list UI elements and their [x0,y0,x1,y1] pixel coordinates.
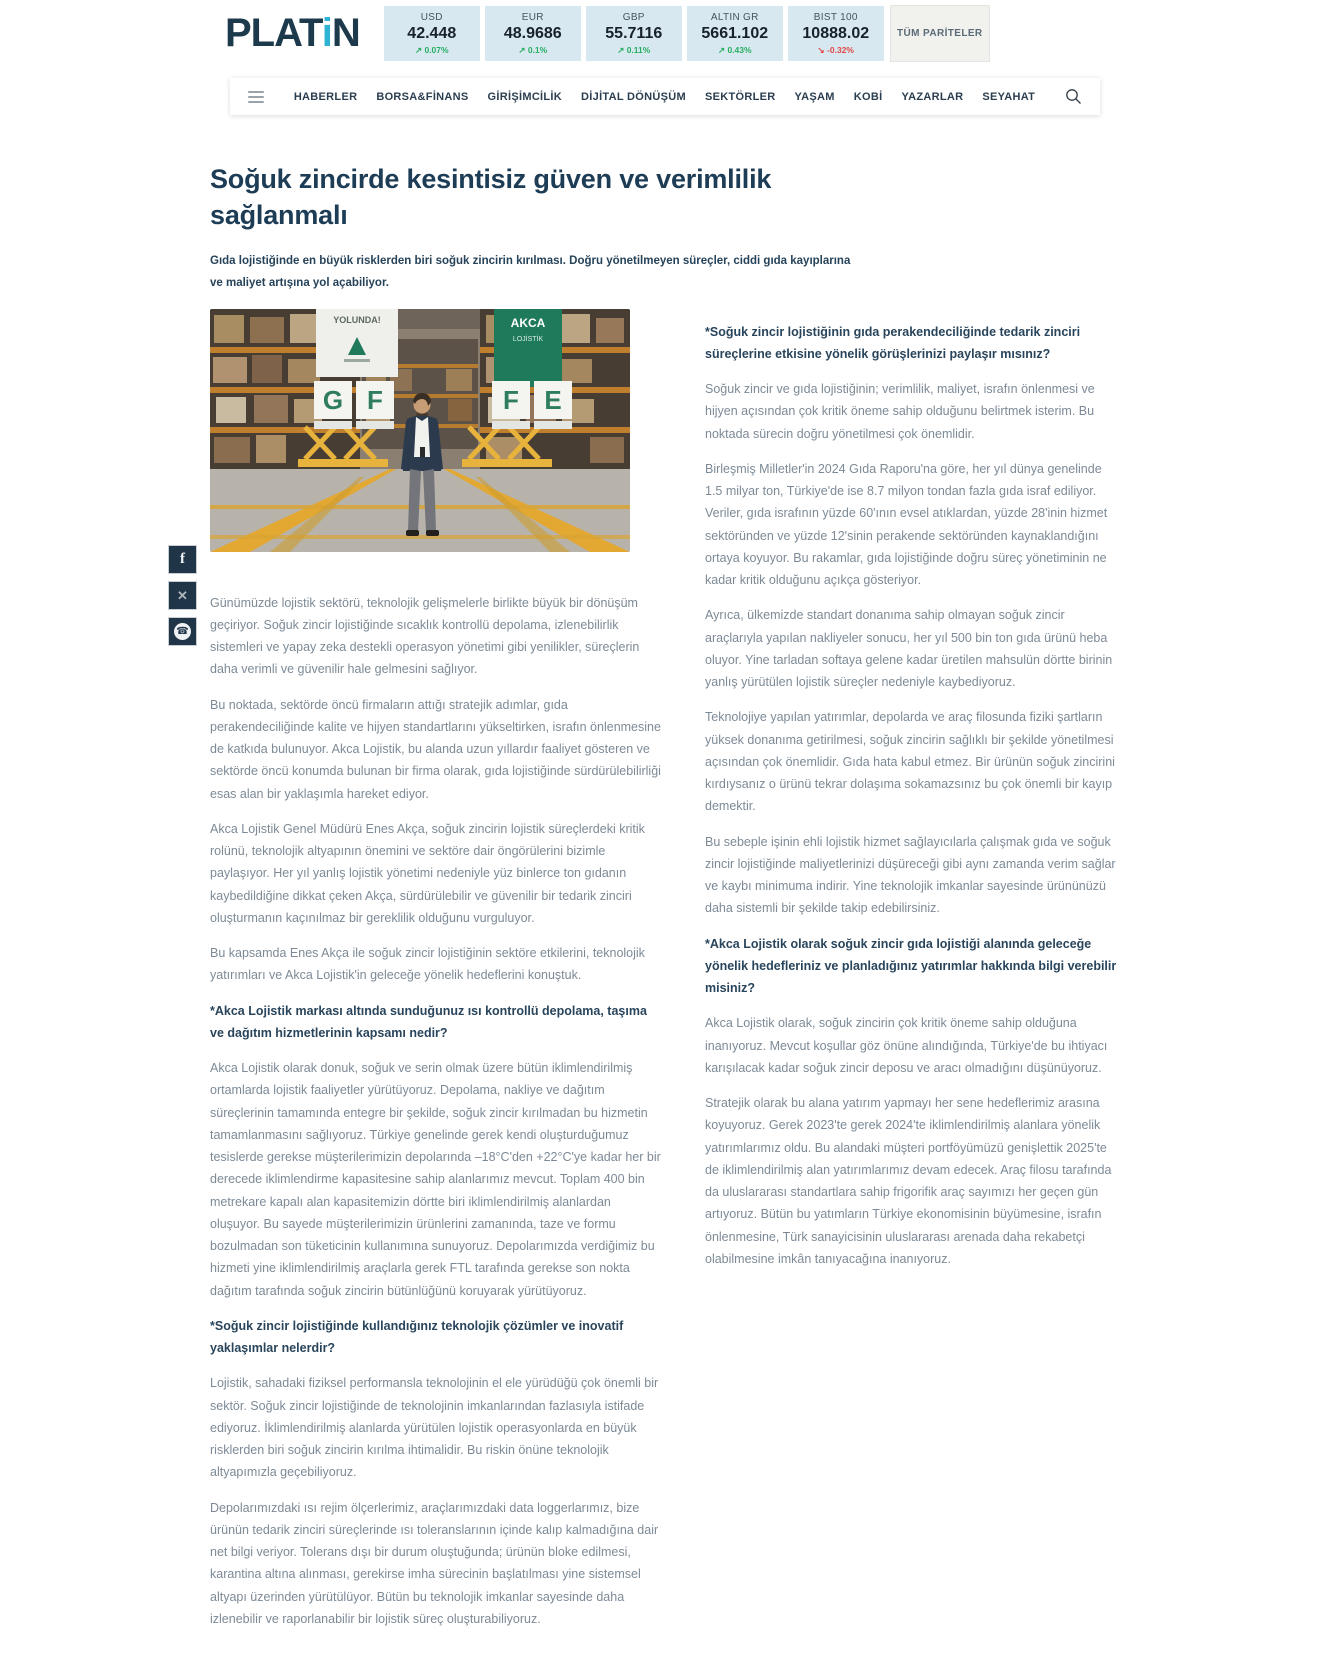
article-paragraph: Bu kapsamda Enes Akça ile soğuk zincir lojistiğinin sektöre etkilerini, teknolojik yatırımları ve Akca Lojistik'in geleceğe yönelik hedeflerini konuştuk. [210,946,645,983]
nav-item[interactable]: SEYAHAT [982,90,1036,103]
ticker-label: GBP [622,11,645,23]
article-subtitle: Gıda lojistiğinde en büyük risklerden biri soğuk zincirin kırılması. Doğru yönetilmeyen süreçler, ciddi gıda kayıplarına ve maliyet artışına yol açabiliyor. [210,254,851,289]
ticker-value: 5661.102 [701,24,769,42]
ticker-change-pct: 0.43% [727,44,752,55]
trend-arrow-icon: ↘ [817,44,825,55]
main-navbar [230,78,1100,115]
logo-accent-i: i [321,11,332,55]
site-logo[interactable] [225,11,360,56]
logo-text-end: N [331,11,360,55]
article-paragraph: Stratejik olarak bu alana yatırım yapmayı her sene hedeflerimiz arasına koyuyoruz. Gerek 2023'te gerek 2024'te iklimlendirilmiş alanlara yönelik yatırımlarımız oldu. Bu alandaki müşteri portföyümüzü genişlettik 2025'te de iklimlendirilmiş alan yatırımlarımız devam edecek. Araç filosu tarafında da uluslararası standartlara sahip frigorifik araç sayımızı her geçen gün artıyoruz. Bütün bu yatımların Türkiye ekonomisinin büyümesine, israfın önlenmesine, Türk sanayicisinin uluslararası arenada daha rekabetçi olabilmesine imkân tanıyacağına inanıyoruz. [705,1096,1112,1266]
banner-akca-line2: LOJİSTİK [512,335,544,343]
ticker-label: ALTIN GR [710,11,759,23]
article-left-column [210,309,662,1644]
ticker-value: 55.7116 [605,24,663,42]
ticker-item[interactable] [485,6,581,61]
article-paragraph: Soğuk zincir ve gıda lojistiğinin; verimlilik, maliyet, israfın önlenmesi ve hijyen açısından çok kritik öneme sahip olduğunu belirtmek isterim. Bu noktada sürecin doğru yönetilmesi çok önemlidir. [705,382,1095,441]
article-paragraph: *Akca Lojistik olarak soğuk zincir gıda lojistiği alanında geleceğe yönelik hedefleriniz ve planladığınız yatırımlar hakkında bilgi verebilir misiniz? [705,936,1117,996]
all-parities-button[interactable]: TÜM PARİTELER [890,5,990,62]
ticker-change-pct: 0.07% [424,44,449,55]
top-header [225,0,1105,62]
banner-akca-line1: AKCA [510,315,546,330]
ticker-change [415,45,449,56]
ticker-item[interactable] [384,6,480,61]
nav-item[interactable]: YAŞAM [794,90,835,103]
trend-arrow-icon: ↗ [414,44,423,55]
article-paragraph: Birleşmiş Milletler'in 2024 Gıda Raporu'na göre, her yıl dünya genelinde 1.5 milyar ton, Türkiye'de ise 8.7 milyon tondan fazla gıda israf ediliyor. Veriler, gıda israfının yüzde 60'ının evsel atıklardan, yüzde 28'inin hizmet sektöründen ve yüzde 12'sinin perakende sektöründen kaynaklandığını ortaya koyuyor. Bu rakamlar, gıda lojistiğinde doğru süreç yönetiminin ne kadar kritik olduğunu açıkça gösteriyor. [705,461,1108,588]
ticker-item[interactable] [687,6,783,61]
ticker-label: USD [420,11,443,23]
search-icon[interactable] [1065,88,1082,105]
nav-item[interactable]: SEKTÖRLER [704,90,776,103]
ticker-item[interactable] [586,6,682,61]
article-title: Soğuk zincirde kesintisiz güven ve verimlilik sağlanmalı [210,164,772,231]
ticker-strip [384,6,884,61]
rack-letter-g: G [322,384,344,415]
ticker-change [617,45,650,56]
ticker-change-pct: -0.32% [827,44,854,55]
article-paragraph: Depolarımızdaki ısı rejim ölçerlerimiz, araçlarımızdaki data loggerlarımız, bize ürünün tedarik zinciri süreçlerinde ısı toleranslarının içinde kalıp kalmadığına dair net bilgi veriyor. Tolerans dışı bir durum oluştuğunda; ürünün bloke edilmesi, karantina altına alınması, gerekirse imha sürecinin başlatılması yine sistemsel altyapı üzerinden yürütülüyor. Bütün bu teknolojik imkanlar sayesinde daha izlenebilir ve raporlanabilir bir lojistik süreç oluşturabiliyoruz. [210,1500,659,1626]
social-share-bar [168,545,197,646]
rack-letter-f: F [367,384,383,415]
article-right-text [705,321,1120,1271]
article-paragraph: Ayrıca, ülkemizde standart donanıma sahip olmayan soğuk zincir araçlarıyla yapılan nakliyeler sonucu, her yıl 500 bin ton gıda ürünü heba oluyor. Yine tarladan softaya gelene kadar üretilen mahsulün dörtte birinin yanlış yürütülen lojistik süreçler nedeniyle kaybediyoruz. [705,608,1113,690]
article-paragraph: Günümüzde lojistik sektörü, teknolojik gelişmelerle birlikte büyük bir dönüşüm geçiriyor. Soğuk zincir lojistiğinde sıcaklık kontrollü depolama, izlenebilirlik sistemleri ve yapay zeka destekli operasyon yönetimi gibi yenilikler, süreçlerin daha verimli ve güvenilir hale gelmesini sağlıyor. [210,595,640,677]
ticker-item[interactable] [788,6,884,61]
ticker-label: BIST 100 [813,11,858,23]
nav-item[interactable]: GİRİŞİMCİLİK [487,90,563,103]
article-paragraph: *Soğuk zincir lojistiğinde kullandığınız teknolojik çözümler ve inovatif yaklaşımlar nelerdir? [210,1318,624,1356]
ticker-change-pct: 0.1% [527,44,548,55]
ticker-change [818,45,854,56]
x-share-button[interactable] [168,581,197,610]
ticker-change [718,45,752,56]
hamburger-menu-icon[interactable] [248,91,264,103]
rack-letter-e: E [544,384,562,415]
article-paragraph: Teknolojiye yapılan yatırımlar, depolarda ve araç filosunda fiziki şartların yüksek donanıma getirilmesi, soğuk zincirin sağlıklı bir şekilde yönetilmesi açısından çok önemlidir. Gıda hata kabul etmez. Bir ürünün soğuk zincirini kırdıysanız o ürünü tekrar dolaşıma sokamazsınız bu çok önemli bir kayıp demektir. [705,710,1115,814]
ticker-value: 48.9686 [503,24,562,42]
trend-arrow-icon: ↗ [518,44,526,55]
banner-yolunda-label: YOLUNDA! [333,314,381,325]
article-paragraph: Akca Lojistik olarak donuk, soğuk ve serin olmak üzere bütün iklimlendirilmiş ortamlarda lojistik faaliyetler yürütüyoruz. Depolama, nakliye ve dağıtım süreçlerinin tamamında entegre bir şekilde, soğuk zincir kırılmadan bu hizmetin tamamlanmasını sağlıyoruz. Türkiye genelinde gerek kendi oluşturduğumuz tesislerde gerekse müşterilerimizin depolarında –18°C'den +22°C'ye kadar her bir derecede iklimlendirme kapasitesine sahip alanlarımız mevcut. Toplam 400 bin metrekare kapalı alan kapasitemizin dörtte biri iklimlendirilmiş alanlardan oluşuyor. Bu sayede müşterilerimizin ürünlerini zamanında, taze ve formu bozulmadan son tüketicinin kullanımına sunuyoruz. Depolarımızda verdiğimiz bu hizmeti yine iklimlendirilmiş araçlarla gerek FTL tarafında gerekse son nokta dağıtım tarafında soğuk zincirin bütünlüğünü koruyarak yürütüyoruz. [210,1061,661,1298]
x-icon: ✕ [177,587,188,603]
facebook-share-button[interactable] [168,545,197,574]
ticker-label: EUR [521,11,544,23]
article-right-column [705,309,1120,1644]
ticker-change-pct: 0.11% [626,44,651,55]
article-paragraph: Lojistik, sahadaki fiziksel performansla teknolojinin el ele yürüdüğü çok önemli bir sektör. Soğuk zincir lojistiğinde de teknolojinin imkanlarından fazlasıyla istifade ediyoruz. İklimlendirilmiş alanlarda yürütülen lojistik operasyonlarda en büyük risklerden biri soğuk zincirin kırılma ihtimalidir. Bu riskin önüne teknolojik altyapımızla geçebiliyoruz. [210,1376,659,1480]
article [176,161,1120,1643]
trend-arrow-icon: ↗ [617,44,625,55]
article-paragraph: Bu noktada, sektörde öncü firmaların attığı stratejik adımlar, gıda perakendeciliğinde kalite ve hijyen standartlarını yükseltirken, israfın önlenmesine de katkıda bulunuyor. Akca Lojistik, bu alanda uzun yıllardır faaliyet gösteren ve sektörde öncü konumda bulunan bir firma olarak, gıda lojistiğinde sürdürülebilirliği esas alan bir yaklaşımla hareket ediyor. [210,697,661,801]
ticker-value: 42.448 [407,24,457,42]
nav-item[interactable]: DİJİTAL DÖNÜŞÜM [581,90,686,103]
nav-item[interactable]: HABERLER [293,90,358,103]
article-left-text [210,592,662,1631]
nav-item[interactable]: KOBİ [853,90,883,103]
rack-letter-f2: F [503,384,519,415]
article-paragraph: *Soğuk zincir lojistiğinin gıda perakendeciliğinde tedarik zinciri süreçlerine etkisine yönelik görüşlerinizi paylaşır mısınız? [705,324,1081,361]
ticker-value: 10888.02 [802,24,870,42]
article-paragraph: Akca Lojistik olarak, soğuk zincirin çok kritik öneme sahip olduğuna inanıyoruz. Mevcut koşullar göz önüne alındığında, Türkiye'de bu ihtiyacı karışılacak kadar soğuk zincir deposu ve aracı olmadığını düşünüyoruz. [705,1016,1108,1075]
article-paragraph: Akca Lojistik Genel Müdürü Enes Akça, soğuk zincirin lojistik süreçlerdeki kritik rolünü, teknolojik altyapının önemini ve sektöre dair öngörülerini bizimle paylaşıyor. Her yıl yanlış lojistik yönetimi nedeniyle yüz binlerce ton gıdanın kaybedildiğine dikkat çeken Akça, sürdürülebilir ve güvenilir bir tedarik zinciri oluşturmanın kaçınılmaz bir gereklilik olduğunu vurguluyor. [210,821,645,925]
whatsapp-icon: ☎ [174,623,191,640]
trend-arrow-icon: ↗ [717,44,726,55]
article-paragraph: Bu sebeple işinin ehli lojistik hizmet sağlayıcılarla çalışmak gıda ve soğuk zincir lojistiğinde maliyetlerinizi düşüreceği gibi aynı zamanda verim sağlar ve kaybı minimuma indirir. Yine teknolojik imkanlar sayesinde ürününüzü daha sistemli bir şekilde takip edebilirsiniz. [705,834,1116,916]
facebook-icon: f [180,551,185,567]
nav-item[interactable]: BORSA&FİNANS [376,90,469,103]
ticker-change [518,45,547,56]
article-body [210,309,1120,1644]
article-paragraph: *Akca Lojistik markası altında sunduğunuz ısı kontrollü depolama, taşıma ve dağıtım hizmetlerinin kapsamı nedir? [210,1003,647,1040]
logo-text: PLAT [225,11,322,55]
nav-menu [294,91,1035,103]
article-photo [210,309,630,552]
nav-item[interactable]: YAZARLAR [901,90,964,103]
whatsapp-share-button[interactable] [168,617,197,646]
